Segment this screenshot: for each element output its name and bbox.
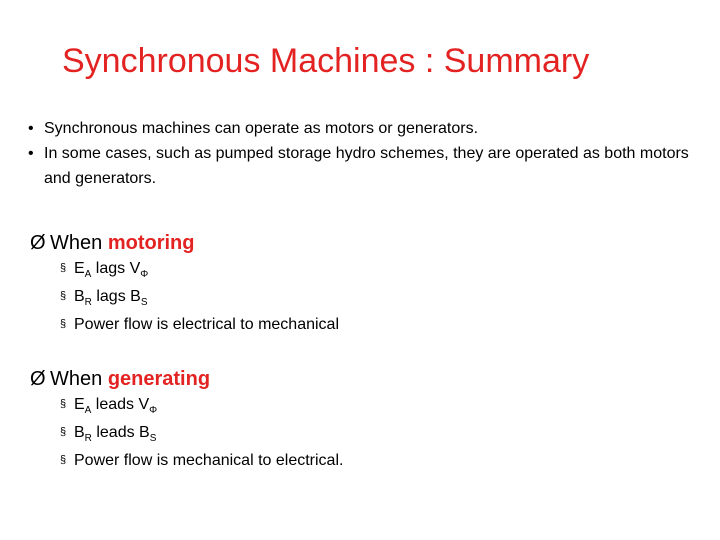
motoring-section bbox=[30, 230, 630, 339]
bullet-text: Synchronous machines can operate as motors or generators. bbox=[44, 120, 479, 137]
square-bullet-icon: § bbox=[60, 290, 67, 302]
motoring-prefix: When bbox=[50, 232, 108, 254]
square-bullet-icon: § bbox=[60, 318, 67, 330]
motoring-item-br: § $B_R$ lags $B_S$ bbox=[60, 284, 630, 312]
square-bullet-icon: § bbox=[60, 398, 67, 410]
generating-power-flow: § Power flow is mechanical to electrical. bbox=[60, 448, 630, 475]
generating-keyword: generating bbox=[107, 368, 211, 390]
bullet-dot: • bbox=[28, 145, 34, 162]
generating-heading bbox=[30, 366, 630, 392]
bullet-item bbox=[28, 116, 698, 141]
bullet-item bbox=[28, 141, 698, 191]
generating-item-ea: § $E_A$ leads $V_\Phi$ bbox=[60, 392, 630, 420]
square-bullet-icon: § bbox=[60, 454, 67, 466]
motoring-keyword: motoring bbox=[107, 232, 195, 254]
bullet-dot: • bbox=[28, 120, 34, 137]
bullet-list bbox=[28, 116, 698, 191]
generating-item-br: § $B_R$ leads $B_S$ bbox=[60, 420, 630, 448]
generating-section bbox=[30, 366, 630, 475]
motoring-power-flow: § Power flow is electrical to mechanical bbox=[60, 312, 630, 339]
arrow-bullet-icon: Ø bbox=[30, 232, 46, 254]
square-bullet-icon: § bbox=[60, 262, 67, 274]
motoring-item-ea: § $E_A$ lags $V_\Phi$ bbox=[60, 256, 630, 284]
motoring-heading bbox=[30, 230, 630, 256]
square-bullet-icon: § bbox=[60, 426, 67, 438]
slide-title: Synchronous Machines : Summary bbox=[62, 42, 590, 80]
bullet-text: In some cases, such as pumped storage hydro schemes, they are operated as both motors and generators. bbox=[44, 145, 689, 187]
arrow-bullet-icon: Ø bbox=[30, 368, 46, 390]
generating-prefix: When bbox=[50, 368, 108, 390]
